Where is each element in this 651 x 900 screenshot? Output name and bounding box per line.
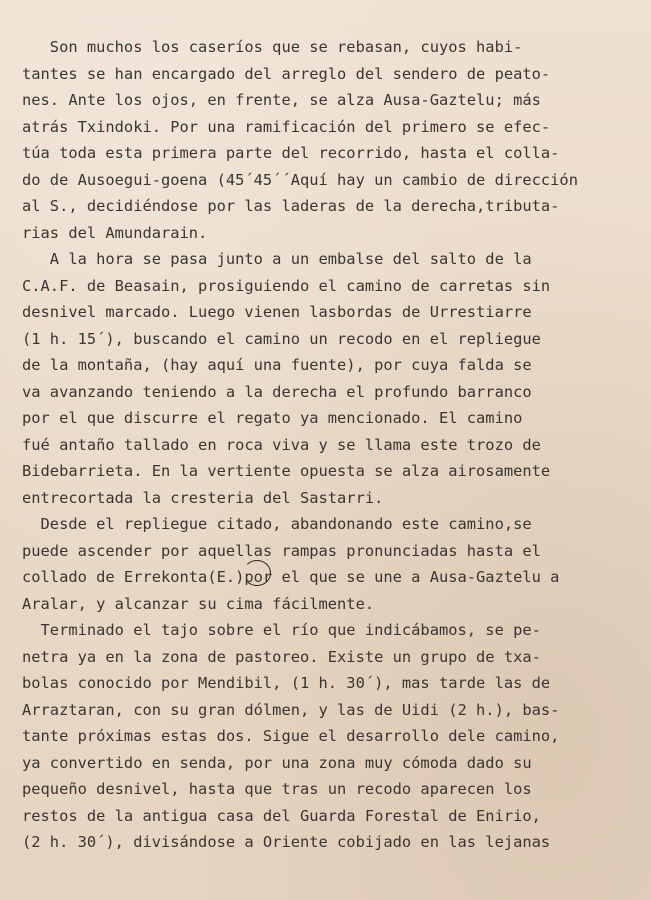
text-line: do de Ausoegui-goena (45´45´´Aquí hay un cambio de dirección (22, 170, 578, 189)
text-line: ya convertido en senda, por una zona muy cómoda dado su (22, 753, 532, 772)
handwritten-circle-mark (243, 560, 271, 586)
text-line: (1 h. 15´), buscando el camino un recodo en el repliegue (22, 329, 541, 348)
text-line: Terminado el tajo sobre el río que indicábamos, se pe- (22, 621, 541, 639)
text-line: puede ascender por aquellas rampas pronunciadas hasta el (22, 541, 541, 560)
text-line: entrecortada la cresteria del Sastarri. (22, 488, 384, 507)
page-text (22, 34, 648, 856)
text-line: de la montaña, (hay aquí una fuente), por cuya falda se (22, 356, 532, 374)
text-line: túa toda esta primera parte del recorrido, hasta el colla- (22, 144, 560, 162)
text-line: por el que discurre el regato ya mencionado. El camino (22, 409, 523, 427)
text-line: Aralar, y alcanzar su cima fácilmente. (22, 594, 375, 613)
text-line: desnivel marcado. Luego vienen lasbordas de Urrestiarre (22, 303, 532, 321)
text-line: restos de la antigua casa del Guarda Forestal de Enirio, (22, 806, 541, 825)
text-line: netra ya en la zona de pastoreo. Existe un grupo de txa- (22, 647, 541, 666)
text-line: Desde el repliegue citado, abandonando este camino,se (22, 515, 532, 533)
text-line: A la hora se pasa junto a un embalse del salto de la (22, 250, 532, 268)
text-line: nes. Ante los ojos, en frente, se alza Ausa-Gaztelu; más (22, 91, 541, 109)
text-line: va avanzando teniendo a la derecha el profundo barranco (22, 382, 532, 401)
text-line: C.A.F. de Beasain, prosiguiendo el camino de carretas sin (22, 276, 551, 295)
text-line: collado de Errekonta(E.)por el que se une a Ausa-Gaztelu a (22, 568, 560, 586)
text-line: fué antaño tallado en roca viva y se llama este trozo de (22, 435, 541, 454)
text-line: Arraztaran, con su gran dólmen, y las de Uidi (2 h.), bas- (22, 700, 560, 719)
text-line: al S., decidiéndose por las laderas de la derecha,tributa- (22, 197, 560, 215)
text-line: (2 h. 30´), divisándose a Oriente cobijado en las lejanas (22, 833, 551, 851)
text-line: tantes se han encargado del arreglo del sendero de peato- (22, 64, 551, 83)
text-line: pequeño desnivel, hasta que tras un recodo aparecen los (22, 780, 532, 798)
text-line: atrás Txindoki. Por una ramificación del primero se efec- (22, 117, 551, 136)
text-line: rias del Amundarain. (22, 223, 208, 242)
text-line: Son muchos los caseríos que se rebasan, cuyos habi- (22, 38, 523, 56)
text-line: Bidebarrieta. En la vertiente opuesta se alza airosamente (22, 462, 551, 480)
text-line: tante próximas estas dos. Sigue el desarrollo dele camino, (22, 727, 560, 745)
text-line: bolas conocido por Mendibil, (1 h. 30´), mas tarde las de (22, 674, 551, 692)
